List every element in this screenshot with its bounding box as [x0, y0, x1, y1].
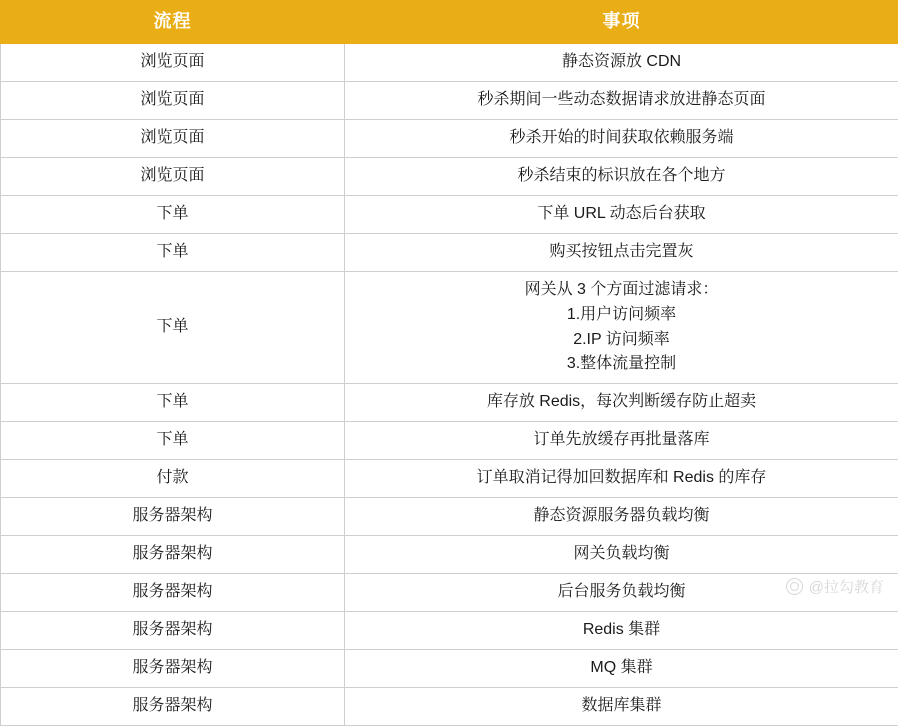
cell-item-line: 2.IP 访问频率 [353, 328, 890, 353]
watermark-text: @拉勾教育 [809, 576, 884, 597]
table-header [1, 1, 898, 44]
cell-item: 数据库集群 [345, 688, 898, 726]
table-header-row [1, 1, 898, 44]
table-row [1, 384, 898, 422]
watermark-logo-icon [786, 578, 803, 595]
cell-item: 订单取消记得加回数据库和 Redis 的库存 [345, 460, 898, 498]
cell-item-line: 1.用户访问频率 [353, 303, 890, 328]
table-row [1, 158, 898, 196]
cell-item: 下单 URL 动态后台获取 [345, 196, 898, 234]
cell-flow: 服务器架构 [1, 650, 345, 688]
table-row [1, 574, 898, 612]
cell-flow: 浏览页面 [1, 158, 345, 196]
table-row [1, 422, 898, 460]
column-header-item: 事项 [345, 1, 898, 44]
cell-item-line: 3.整体流量控制 [353, 352, 890, 377]
watermark [786, 576, 884, 597]
cell-flow: 服务器架构 [1, 498, 345, 536]
table-row [1, 612, 898, 650]
table-row [1, 44, 898, 82]
cell-flow: 服务器架构 [1, 612, 345, 650]
table-row [1, 688, 898, 726]
cell-item-line: 网关从 3 个方面过滤请求： [353, 278, 890, 303]
cell-flow: 浏览页面 [1, 120, 345, 158]
cell-flow: 浏览页面 [1, 44, 345, 82]
cell-flow: 付款 [1, 460, 345, 498]
cell-item: 订单先放缓存再批量落库 [345, 422, 898, 460]
table-row [1, 536, 898, 574]
table-row [1, 650, 898, 688]
cell-item: 静态资源服务器负载均衡 [345, 498, 898, 536]
cell-flow: 服务器架构 [1, 688, 345, 726]
cell-flow: 浏览页面 [1, 82, 345, 120]
cell-flow: 下单 [1, 384, 345, 422]
table-body [1, 44, 898, 726]
cell-item: 后台服务负载均衡 [345, 574, 898, 612]
cell-item: MQ 集群 [345, 650, 898, 688]
table-row [1, 460, 898, 498]
cell-flow: 下单 [1, 422, 345, 460]
table-row [1, 120, 898, 158]
table-row [1, 234, 898, 272]
column-header-flow: 流程 [1, 1, 345, 44]
cell-item: Redis 集群 [345, 612, 898, 650]
cell-item: 秒杀结束的标识放在各个地方 [345, 158, 898, 196]
table-row [1, 196, 898, 234]
cell-flow: 下单 [1, 272, 345, 384]
cell-flow: 服务器架构 [1, 536, 345, 574]
cell-item: 秒杀开始的时间获取依赖服务端 [345, 120, 898, 158]
table-row [1, 82, 898, 120]
table-row [1, 272, 898, 384]
cell-item: 秒杀期间一些动态数据请求放进静态页面 [345, 82, 898, 120]
cell-item: 购买按钮点击完置灰 [345, 234, 898, 272]
table-row [1, 498, 898, 536]
cell-flow: 服务器架构 [1, 574, 345, 612]
cell-item: 库存放 Redis，每次判断缓存防止超卖 [345, 384, 898, 422]
cell-flow: 下单 [1, 196, 345, 234]
cell-flow: 下单 [1, 234, 345, 272]
cell-item: 静态资源放 CDN [345, 44, 898, 82]
cell-item [345, 272, 898, 384]
cell-item: 网关负载均衡 [345, 536, 898, 574]
